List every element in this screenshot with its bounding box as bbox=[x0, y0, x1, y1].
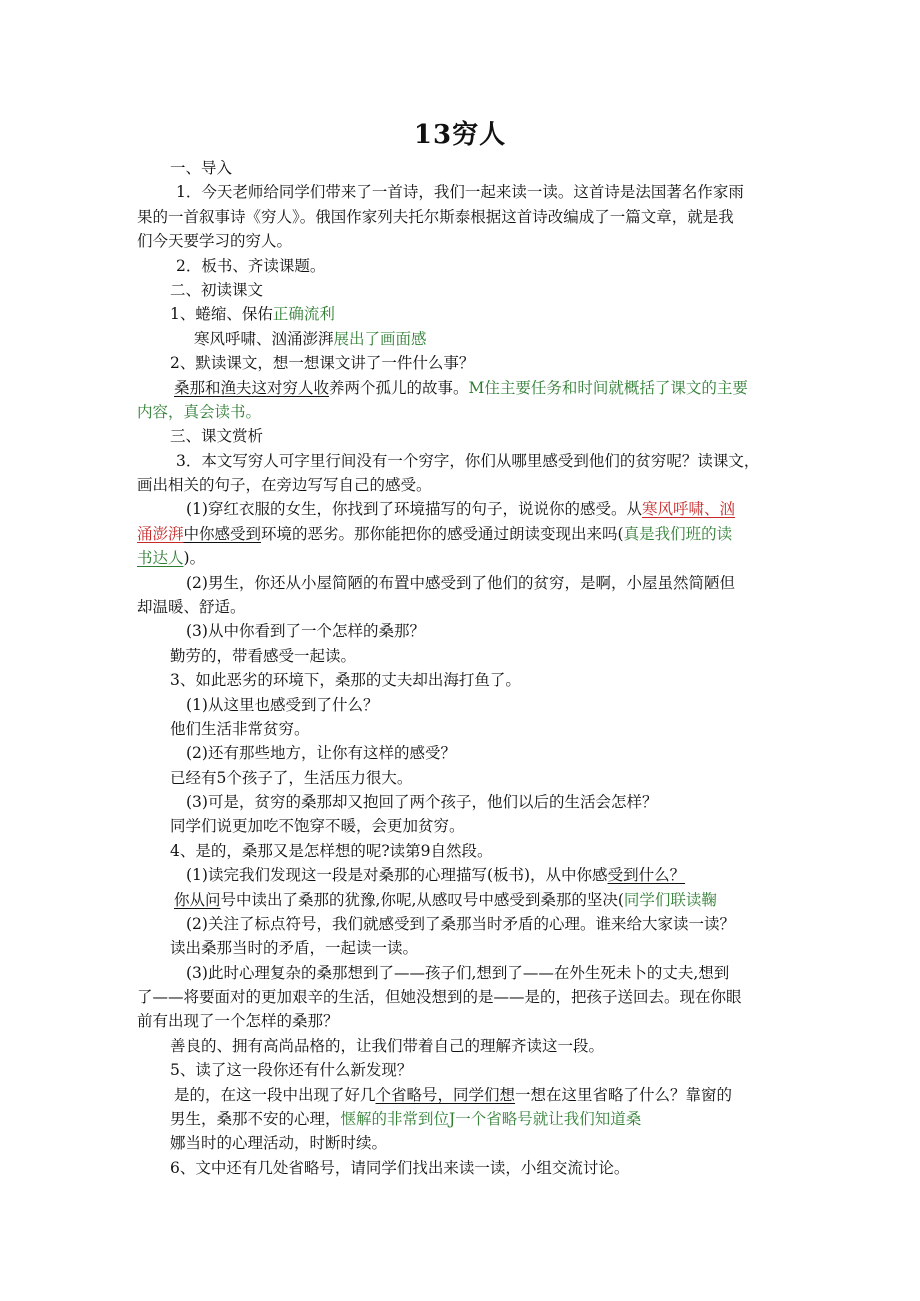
underlined-text: 个省略号，同学们想 bbox=[375, 1086, 516, 1104]
paragraph-line: 了——将要面对的更加艰辛的生活，但她没想到的是——是的，把孩子送回去。现在你眼 bbox=[137, 988, 742, 1006]
text-run: 环境的恶劣。那你能把你的感受通过朗读变现出来吗( bbox=[261, 525, 624, 543]
handwritten-note: M住主要任务和时间就概括了课文的主要 bbox=[468, 379, 748, 397]
paragraph-line: 读出桑那当时的矛盾，一起读一读。 bbox=[170, 939, 419, 957]
text-run: 寒风呼啸、汹涌澎湃 bbox=[194, 330, 334, 348]
paragraph-line: (3)可是，贫穷的桑那却又抱回了两个孩子，他们以后的生活会怎样？ bbox=[186, 793, 658, 811]
paragraph-line: 2．板书、齐读课题。 bbox=[176, 257, 326, 275]
text-run: 是的，在这一段中出现了好几 bbox=[174, 1086, 376, 1104]
paragraph-line: 1．今天老师给同学们带来了一首诗，我们一起来读一读。这首诗是法国著名作家雨 bbox=[176, 183, 744, 201]
text-run: 一想在这里省略了什么？靠窗的 bbox=[515, 1086, 733, 1104]
paragraph-line: 同学们说更加吃不饱穿不暖，会更加贫穷。 bbox=[170, 817, 465, 835]
paragraph-line: (1)从这里也感受到了什么？ bbox=[186, 696, 379, 714]
page-title: 13穷人 bbox=[413, 120, 507, 150]
paragraph-line: 们今天要学习的穷人。 bbox=[137, 232, 293, 250]
paragraph-line: 2、默读课文，想一想课文讲了一件什么事？ bbox=[170, 354, 475, 372]
paragraph-line: 娜当时的心理活动，时断时续。 bbox=[170, 1134, 388, 1152]
paragraph-line: 前有出现了一个怎样的桑那？ bbox=[137, 1012, 339, 1030]
paragraph-line bbox=[186, 498, 735, 520]
paragraph-line: 他们生活非常贫穷。 bbox=[170, 720, 310, 738]
text-run: )。 bbox=[183, 549, 206, 567]
paragraph-line: (3)此时心理复杂的桑那想到了——孩子们,想到了——在外生死未卜的丈夫,想到 bbox=[186, 964, 730, 982]
underlined-text: 受到什么？ bbox=[607, 866, 686, 884]
paragraph-line: 画出相关的句子，在旁边写写自己的感受。 bbox=[137, 476, 432, 494]
paragraph-line: 善良的、拥有高尚品格的，让我们带着自己的理解齐读这一段。 bbox=[170, 1037, 605, 1055]
text-run: 男生，桑那不安的心理， bbox=[170, 1110, 341, 1128]
quoted-phrase: 寒风呼啸、汹 bbox=[641, 500, 735, 518]
paragraph-line bbox=[174, 889, 717, 911]
handwritten-note: 惬解的非常到位J一个省略号就让我们知道桑 bbox=[340, 1110, 642, 1128]
underlined-text: 桑那和渔夫这对穷人收 bbox=[174, 379, 330, 397]
text-run: 号中读出了桑那的犹豫,你呢,从感叹号中感受到桑那的坚决( bbox=[220, 891, 624, 909]
handwritten-note: 内容，真会读书。 bbox=[137, 403, 262, 421]
handwritten-note: 展出了画面感 bbox=[333, 330, 427, 348]
quoted-phrase: 涌澎湃 bbox=[137, 525, 184, 543]
paragraph-line bbox=[137, 547, 205, 569]
paragraph-line bbox=[137, 523, 732, 545]
text-run: 1、蜷缩、保佑 bbox=[170, 305, 273, 323]
handwritten-note: 正确流利 bbox=[272, 305, 335, 323]
paragraph-line: 6、文中还有几处省略号，请同学们找出来读一读，小组交流讨论。 bbox=[170, 1159, 630, 1177]
text-run: 养两个孤儿的故事。 bbox=[329, 379, 469, 397]
paragraph-line: 勤劳的，带看感受一起读。 bbox=[170, 647, 357, 665]
paragraph-line bbox=[174, 1084, 732, 1106]
paragraph-line bbox=[194, 328, 427, 350]
paragraph-line: (2)男生，你还从小屋简陋的布置中感受到了他们的贫穷，是啊，小屋虽然简陋但 bbox=[186, 574, 735, 592]
paragraph-line: 已经有5个孩子了，生活压力很大。 bbox=[170, 769, 413, 787]
text-run: (1)穿红衣服的女生，你找到了环境描写的句子，说说你的感受。从 bbox=[186, 500, 642, 518]
handwritten-note: 真是我们班的读 bbox=[623, 525, 733, 543]
section-heading-analysis: 三、课文赏析 bbox=[170, 427, 264, 445]
paragraph-line bbox=[170, 303, 335, 325]
paragraph-line bbox=[186, 864, 685, 886]
paragraph-line: (2)关注了标点符号，我们就感受到了桑那当时矛盾的心理。谁来给大家读一读？ bbox=[186, 915, 735, 933]
paragraph-line: 5、读了这一段你还有什么新发现？ bbox=[170, 1061, 413, 1079]
section-heading-first-read: 二、初读课文 bbox=[170, 281, 264, 299]
paragraph-line: 4、是的，桑那又是怎样想的呢?读第9自然段。 bbox=[170, 842, 493, 860]
paragraph-line: 3．本文写穷人可字里行间没有一个穷字，你们从哪里感受到他们的贫穷呢？读课文， bbox=[176, 452, 760, 470]
paragraph-line: (2)还有那些地方，让你有这样的感受？ bbox=[186, 744, 456, 762]
underlined-text: 你从问 bbox=[174, 891, 221, 909]
section-heading-intro: 一、导入 bbox=[170, 159, 233, 177]
paragraph-line: (3)从中你看到了一个怎样的桑那？ bbox=[186, 622, 425, 640]
handwritten-note: 书达人 bbox=[137, 549, 184, 567]
paragraph-line: 却温暖、舒适。 bbox=[137, 598, 246, 616]
handwritten-note: 同学们联读鞠 bbox=[623, 891, 717, 909]
text-run: (1)读完我们发现这一段是对桑那的心理描写(板书)，从中你感 bbox=[186, 866, 608, 884]
paragraph-line bbox=[170, 1108, 641, 1130]
paragraph-line bbox=[174, 377, 748, 399]
underlined-text: 中你感受到 bbox=[183, 525, 262, 543]
paragraph-line: 3、如此恶劣的环境下，桑那的丈夫却出海打鱼了。 bbox=[170, 671, 521, 689]
paragraph-line: 果的一首叙事诗《穷人》。俄国作家列夫托尔斯泰根据这首诗改编成了一篇文章，就是我 bbox=[137, 208, 734, 226]
